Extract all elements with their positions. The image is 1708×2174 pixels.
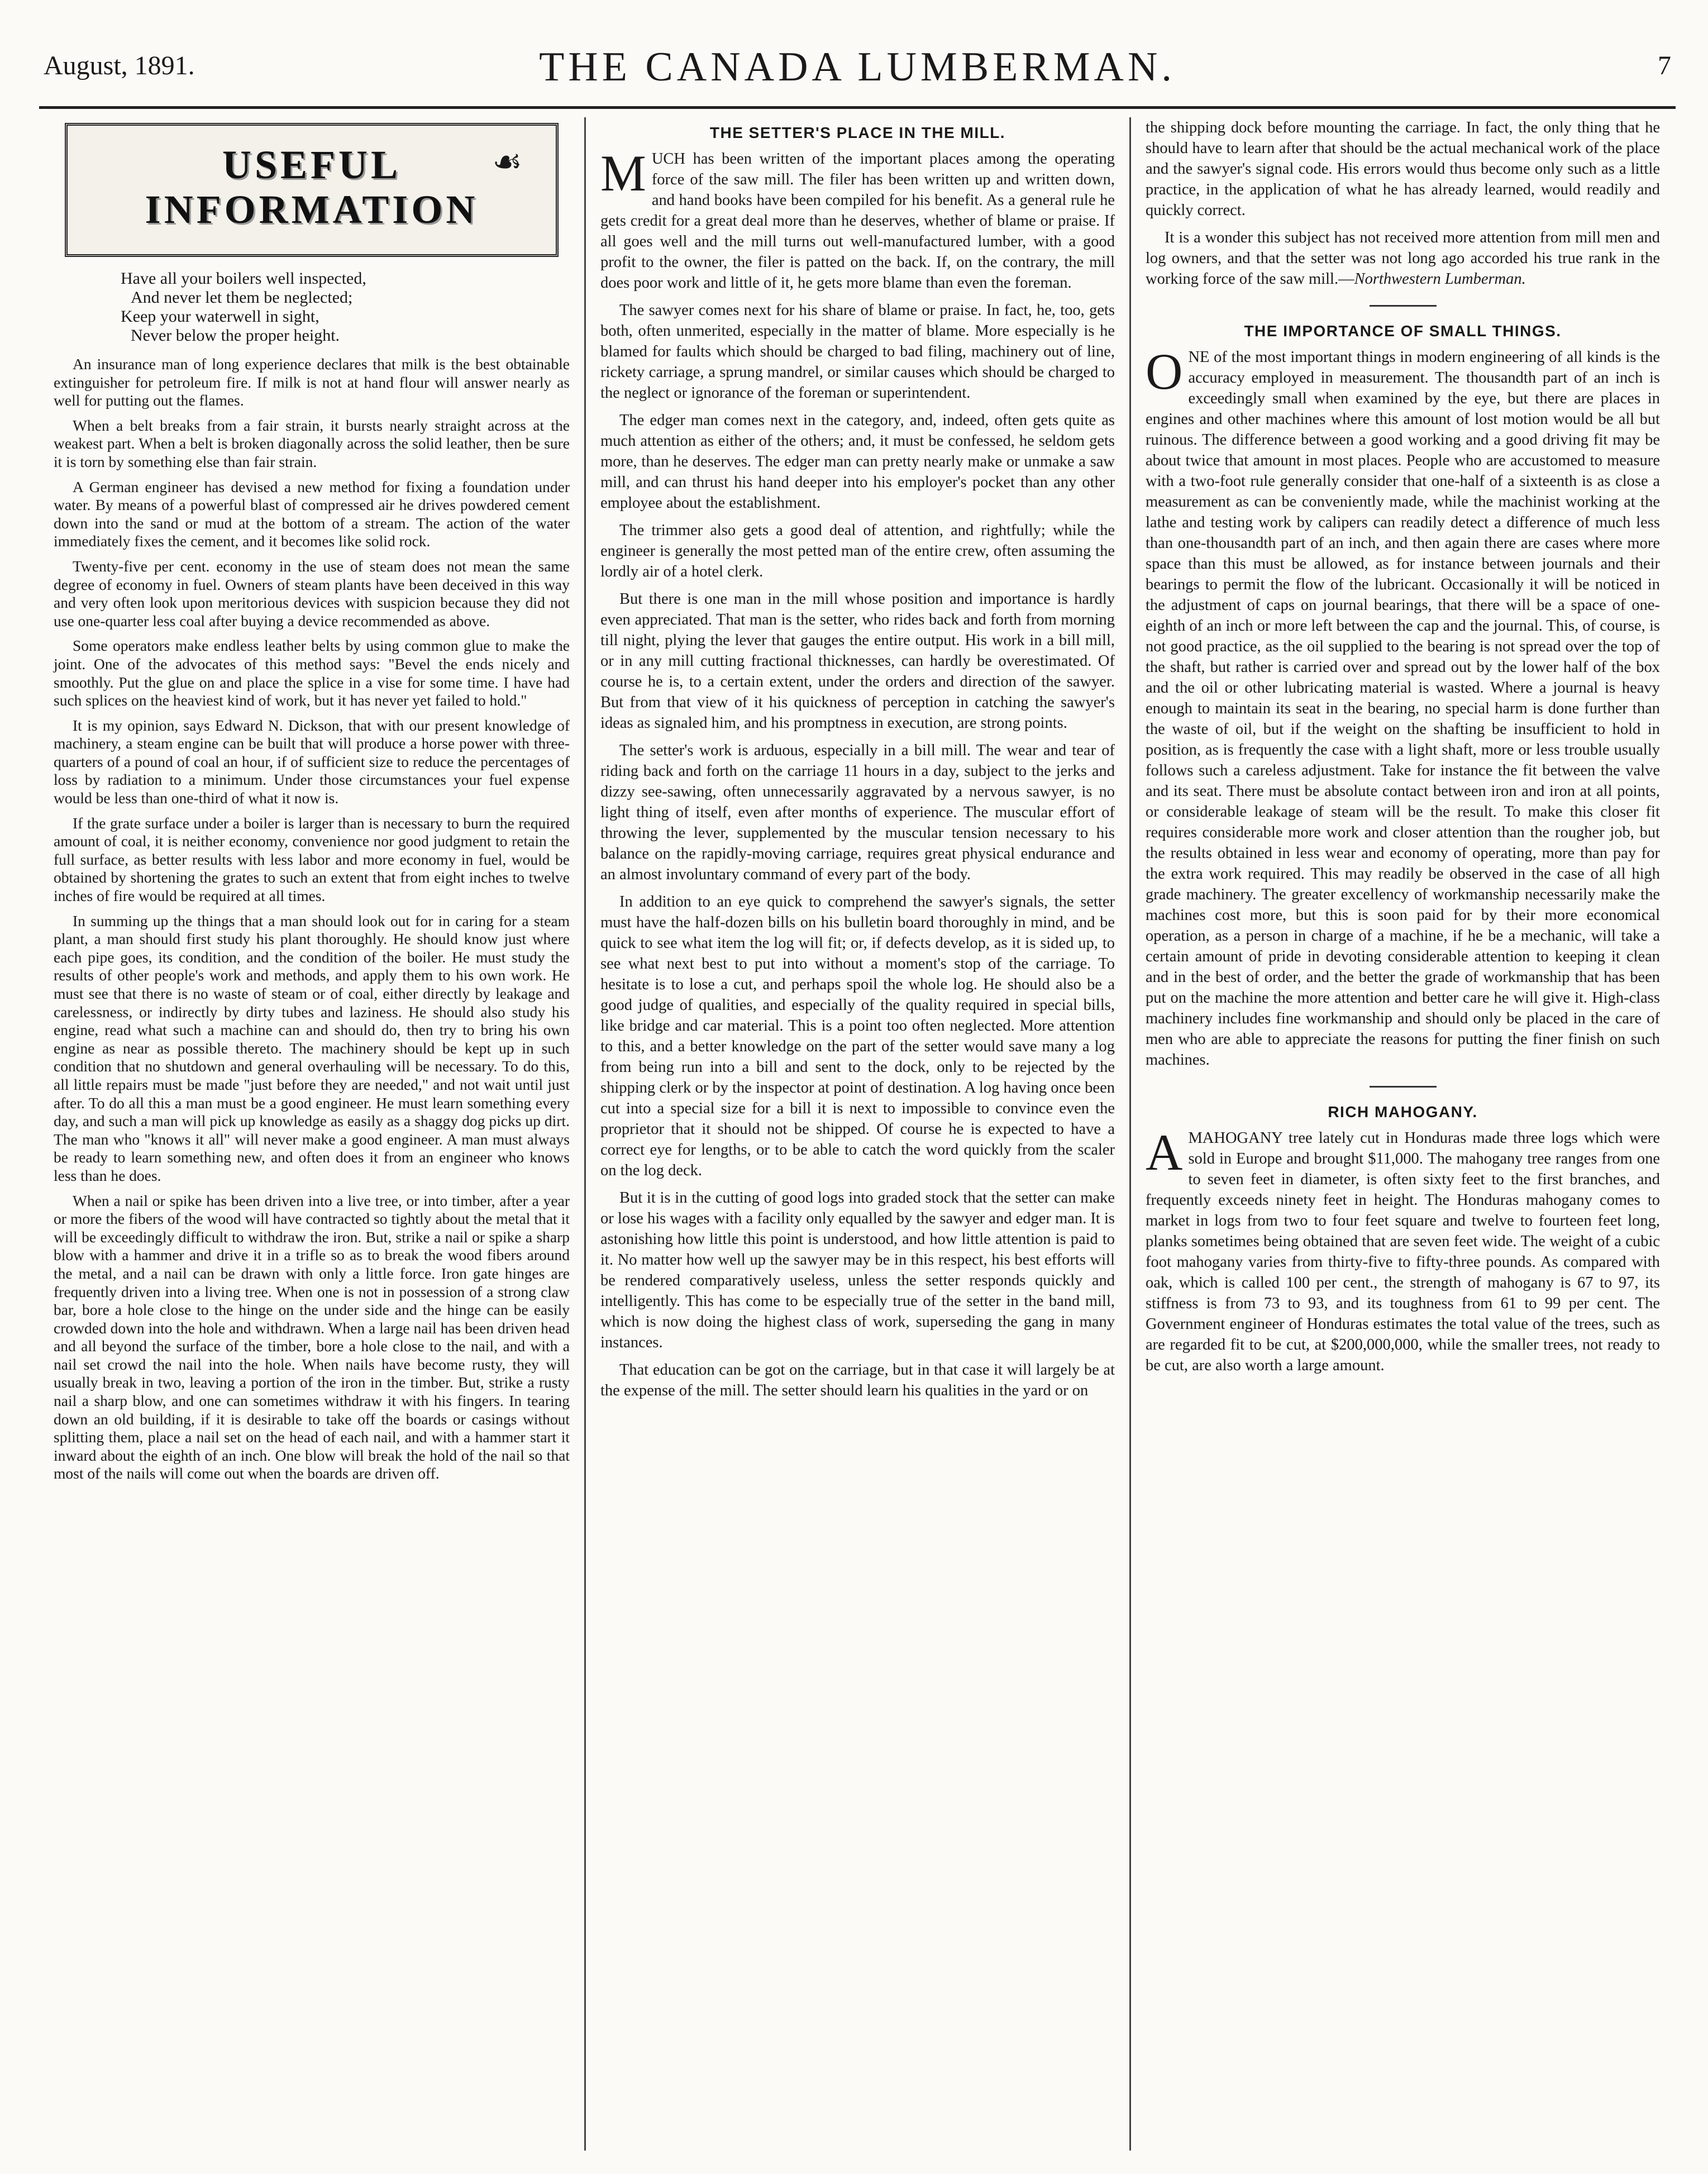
lamp-icon: ☙ [492,144,522,180]
lead-paragraph [1146,343,1660,1070]
paragraph: In addition to an eye quick to comprehend the sawyer's signals, the setter must have the half-dozen bills on his bulletin board thoroughly in mind, and be quick to see what item the log will fit; or, if defects develop, as it is sided up, to see what next best to put into without a moment's stop of the carriage. To hesitate is to lose a cut, and perhaps spoil the whole log. He should also be a good judge of qualities, and especially of the quality required in special bills, like bridge and car material. This is a point too often neglected. More attention to this, and a better knowledge on the part of the setter would save many a log from being run into a bill and sent to the dock, only to be rejected by the shipping clerk or by the inspector at point of destination. A log having once been cut into a special size for a bill it is next to impossible to convince even the proprietor that it should not be shipped. Of course he is expected to have a correct eye for lengths, or to be able to catch the word quickly from the scaler on the log deck. [600,893,1115,1179]
article-heading: RICH MAHOGANY. [1328,1103,1478,1121]
verse-line: Keep your waterwell in sight, [121,307,319,326]
column-useful-information [39,117,584,2151]
continued-paragraph: the shipping dock before mounting the carriage. In fact, the only thing that he should have to learn after that should be the actual mechanical work of the place and the sawyer's signal code. His errors would thus become only such as a little practice, in the application of what he has already learned, would readily and quickly correct. [1146,119,1660,219]
paragraph: When a nail or spike has been driven into a live tree, or into timber, after a year or more the fibers of the wood will have contracted so tightly about the metal that it will be exceedingly difficult to withdraw the iron. But, strike a nail or spike a sharp blow with a hammer and drive it in a trifle so as to break the wood fibers around the metal, and a nail can be drawn with only a little force. Iron gate hinges are frequently driven into a living tree. When one is not in possession of a strong claw bar, bore a hole close to the hinge on the under side and the hinge can be easily crowded down into the hole and withdrawn. When a large nail has been driven head and all beyond the surface of the timber, bore a hole close to the nail, and with a nail set crowd the nail into the hole. When nails have become rusty, they will usually break in two, leaving a portion of the iron in the timber. But, strike a rusty nail a sharp blow, and one can sometimes withdraw it with his fingers. In tearing down an old building, if it is desirable to take off the boards or casings without splitting them, place a nail set on the head of each nail, and with a hammer start it inward about the eighth of an inch. One blow will break the hold of the nail so that most of the nails will come out when the boards are driven off. [54,1191,570,1482]
paragraph: But there is one man in the mill whose position and importance is hardly even appreciated. That man is the setter, who rides back and forth from morning till night, plying the lever that gauges the entire output. His work in a bill mill, or in any mill cutting fractional thicknesses, can hardly be overestimated. Of course he is, to a certain extent, under the orders and direction of the sawyer. But from that view of it his quickness of perception in catching the sawyer's ideas as signaled him, and his promptness in execution, are strong points. [600,590,1115,732]
paragraph: The setter's work is arduous, especially in a bill mill. The wear and tear of riding back and forth on the carriage 11 hours in a day, subject to the jerks and dizzy see-sawing, often unnecessarily aggravated by a nervous sawyer, is no light thing of itself, even after months of experience. The muscular effort of throwing the lever, supplemented by the muscular tension necessary to his balance on the rapidly-moving carriage, requires great physical endurance and an almost involuntary command of every part of the body. [600,742,1115,883]
section-divider [1370,305,1437,307]
drop-cap: M [600,145,646,202]
verse [121,269,570,345]
paragraph: Twenty-five per cent. economy in the use of steam does not mean the same degree of economy in fuel. Owners of steam plants have been deceived in this way and very often look upon meritorious devices with suspicion because they did not use one-quarter less coal after buying a device recommended as above. [54,557,570,630]
page-number: 7 [1658,51,1671,80]
paragraph: If the grate surface under a boiler is larger than is necessary to burn the required amount of coal, it is neither economy, convenience nor good judgment to retain the full surface, as better results with less labor and more economy in fuel, would be obtained by shortening the grates to such an extent that from eight inches to twelve inches of fire would be required at all times. [54,814,570,905]
drop-cap: O [1146,343,1183,400]
logo-title: USEFUL INFORMATION [145,142,479,232]
lead-text: NE of the most important things in modern engineering of all kinds is the accuracy employed in measurement. The thousandth part of an inch is exceedingly small when examined by the eye, but there are places in engines and other machines where this amount of lost motion would be all but ruinous. The difference between a good working and a good driving fit may be about twice that amount in most places. People who are accustomed to measure with a two-foot rule generally consider that one-half of a sixteenth is as close a measurement as can be conveniently made, while the machinist working at the lathe and testing work by calipers can readily detect a difference of much less than one-thousandth part of an inch, and then again there are cases where more space than this must be allowed, as for instance between journals and their bearings to permit the flow of the lubricant. Occasionally it will be noticed in the adjustment of caps on journal bearings, that there will be a space of one-eighth of an inch or more left between the cap and the journal. This, of course, is not good practice, as the oil supplied to the bearing is not spread over the top of the shaft, but rather is carried over and spread out by the lower half of the box and the oil or other lubricating material is wasted. Where a journal is heavy enough to maintain its seat in the bearing, no special harm is done further than the waste of oil, but if the weight on the shafting be insufficient to hold in position, as is frequently the case with a light shaft, more or less trouble usually follows such a careless adjustment. Take for instance the fit between the valve and its seat. There must be absolute contact between iron and iron at all points, or considerable leakage of steam will be the result. To make this closer fit requires considerable more work and closer attention than the rougher job, but the results obtained in less wear and economy of operating, more than pay for the extra work required. This may readily be observed in the case of all high grade machinery. The greater excellency of workmanship necessarily make the machines cost more, but this is soon paid for by their more economical operation, as a person in charge of a machine, if he be a mechanic, will take a certain amount of pride in devoting considerable attention to keeping it clean and in the best of order, and the better the grade of workmanship that has been put on the machine the more attention and better care he will give it. High-class machinery includes fine workmanship and should only be placed in the care of men who are able to appreciate the reasons for putting the finer finish on such machines. [1146,349,1660,1069]
paragraph: In summing up the things that a man should look out for in caring for a steam plant, a man should first study his plant thoroughly. He should know just where each pipe goes, its condition, and the condition of the boiler. He must study the results of other people's work and methods, and apply them to his own work. He must see that there is no waste of steam or of coal, either directly by leakage and carelessness, or indirectly by dirty tubes and laziness. He should also study his engine, read what such a machine can and should do, then try to bring his own engine as near as possible thereto. The machinery should be kept up in such condition that no shutdown and general overhauling will be necessary. To do this, all little repairs must be made "just before they are needed," and not wait until just after. To do all this a man must be a good engineer. He must learn something every day, and such a man will pick up knowledge as easily as a shaggy dog picks up dirt. The man who "knows it all" will never make a good engineer. A man must always be ready to learn something new, and often does it from an engineer who knows less than he does. [54,912,570,1184]
paragraph: That education can be got on the carriage, but in that case it will largely be at the expense of the mill. The setter should learn his qualities in the yard or on [600,1361,1115,1399]
lead-text: UCH has been written of the important places among the operating force of the saw mill. The filer has been written up and written down, and hand books have been compiled for his benefit. As a general rule he gets credit for a great deal more than he deserves, whether of blame or praise. If all goes well and the mill turns out well-manufactured lumber, with a good profit to the owner, the filer is patted on the back. If, on the contrary, the mill does poor work and little of it, he gets more blame than even the foreman. [600,150,1115,292]
lead-paragraph [600,145,1115,293]
article-heading: THE IMPORTANCE OF SMALL THINGS. [1244,322,1562,340]
column-setters-place [584,117,1129,2151]
paragraph: It is a wonder this subject has not received more attention from mill men and log owners, and that the setter was not long ago accorded his true rank in the working force of the saw mill.—Northwestern Lumberman. [1146,229,1660,288]
paragraph: The sawyer comes next for his share of blame or praise. In fact, he, too, gets both, often unmerited, especially in the matter of blame. More especially is he blamed for faults which should be charged to bad filing, machinery out of line, rickety carriage, a sprung mandrel, or similar causes which should be charged to the neglect or ignorance of the foreman or superintendent. [600,302,1115,402]
section-divider [1370,1086,1437,1088]
paragraph: The trimmer also gets a good deal of attention, and rightfully; while the engineer is generally the most petted man of the entire crew, often assuming the lordly air of a hotel clerk. [600,522,1115,580]
verse-line: Never below the proper height. [131,326,340,345]
paragraph: The edger man comes next in the category, and, indeed, often gets quite as much attention as either of the others; and, it must be confessed, he seldom gets more, than he deserves. The edger man can pretty nearly make or unmake a saw mill, and can thrust his hand deeper into his employer's pocket than any other employee about the establishment. [600,412,1115,512]
paragraph: But it is in the cutting of good logs into graded stock that the setter can make or lose his wages with a facility only equalled by the sawyer and edger man. It is astonishing how little this point is understood, and how little attention is paid to it. No matter how well up the sawyer may be in this respect, his best efforts will be rendered comparatively useless, unless the setter responds quickly and intelligently. This has come to be especially true of the setter in the band mill, which is now doing the highest class of work, superseding the gang in many instances. [600,1189,1115,1351]
lead-paragraph [1146,1124,1660,1376]
issue-date: August, 1891. [44,51,195,80]
paragraph: When a belt breaks from a fair strain, it bursts nearly straight across at the weakest part. When a belt is broken diagonally across the solid leather, then be sure it is torn by something else than fair strain. [54,416,570,470]
useful-information-logo [65,123,559,257]
article-columns [39,117,1676,2151]
verse-line: And never let them be neglected; [131,288,353,307]
paragraph-text: It is a wonder this subject has not received more attention from mill men and log owners, and that the setter was not long ago accorded his true rank in the working force of the saw mill. [1146,229,1660,288]
drop-cap: A [1146,1124,1183,1181]
newspaper-title: THE CANADA LUMBERMAN. [539,44,1176,90]
column-small-things [1129,117,1674,2151]
paragraph: A German engineer has devised a new method for fixing a foundation under water. By means of a powerful blast of compressed air he drives powdered cement down into the sand or mud at the bottom of a stream. The action of the water immediately fixes the cement, and it becomes like solid rock. [54,478,570,550]
paragraph: An insurance man of long experience declares that milk is the best obtainable extinguisher for petroleum fire. If milk is not at hand flour will answer nearly as well for putting out the flames. [54,355,570,409]
paragraph: It is my opinion, says Edward N. Dickson, that with our present knowledge of machinery, a steam engine can be built that will produce a horse power with three-quarters of a pound of coal an hour, if of sufficient size to reduce the percentages of loss by radiation to a minimum. Under those circumstances your fuel expense would be less than one-third of what it now is. [54,716,570,807]
lead-text: MAHOGANY tree lately cut in Honduras made three logs which were sold in Europe and brought $11,000. The mahogany tree ranges from one to seven feet in diameter, is often sixty feet to the first branches, and frequently exceeds ninety feet in height. The Honduras mahogany comes to market in logs from two to four feet square and twelve to fourteen feet long, planks sometimes being obtained that are seven feet wide. The weight of a cubic foot mahogany varies from thirty-five to fifty-three pounds. As compared with oak, which is called 100 per cent., the strength of mahogany is 67 to 97, its stiffness is from 73 to 93, and its toughness from 61 to 99 per cent. The Government engineer of Honduras estimates the total value of the trees, such as are regarded fit to be cut, at $200,000,000, while the smaller trees, not ready to be cut, are also worth a large amount. [1146,1129,1660,1374]
verse-line: Have all your boilers well inspected, [121,269,366,288]
masthead [39,39,1676,109]
source-credit: Northwestern Lumberman. [1354,270,1526,288]
paragraph: Some operators make endless leather belts by using common glue to make the joint. One of the advocates of this method says: "Bevel the ends nicely and smoothly. Put the glue on and place the splice in a vise for some time. I have had such splices on the heaviest kind of work, but it has never yet failed to hold." [54,637,570,709]
newspaper-page [39,39,1676,2151]
article-heading: THE SETTER'S PLACE IN THE MILL. [709,124,1006,141]
